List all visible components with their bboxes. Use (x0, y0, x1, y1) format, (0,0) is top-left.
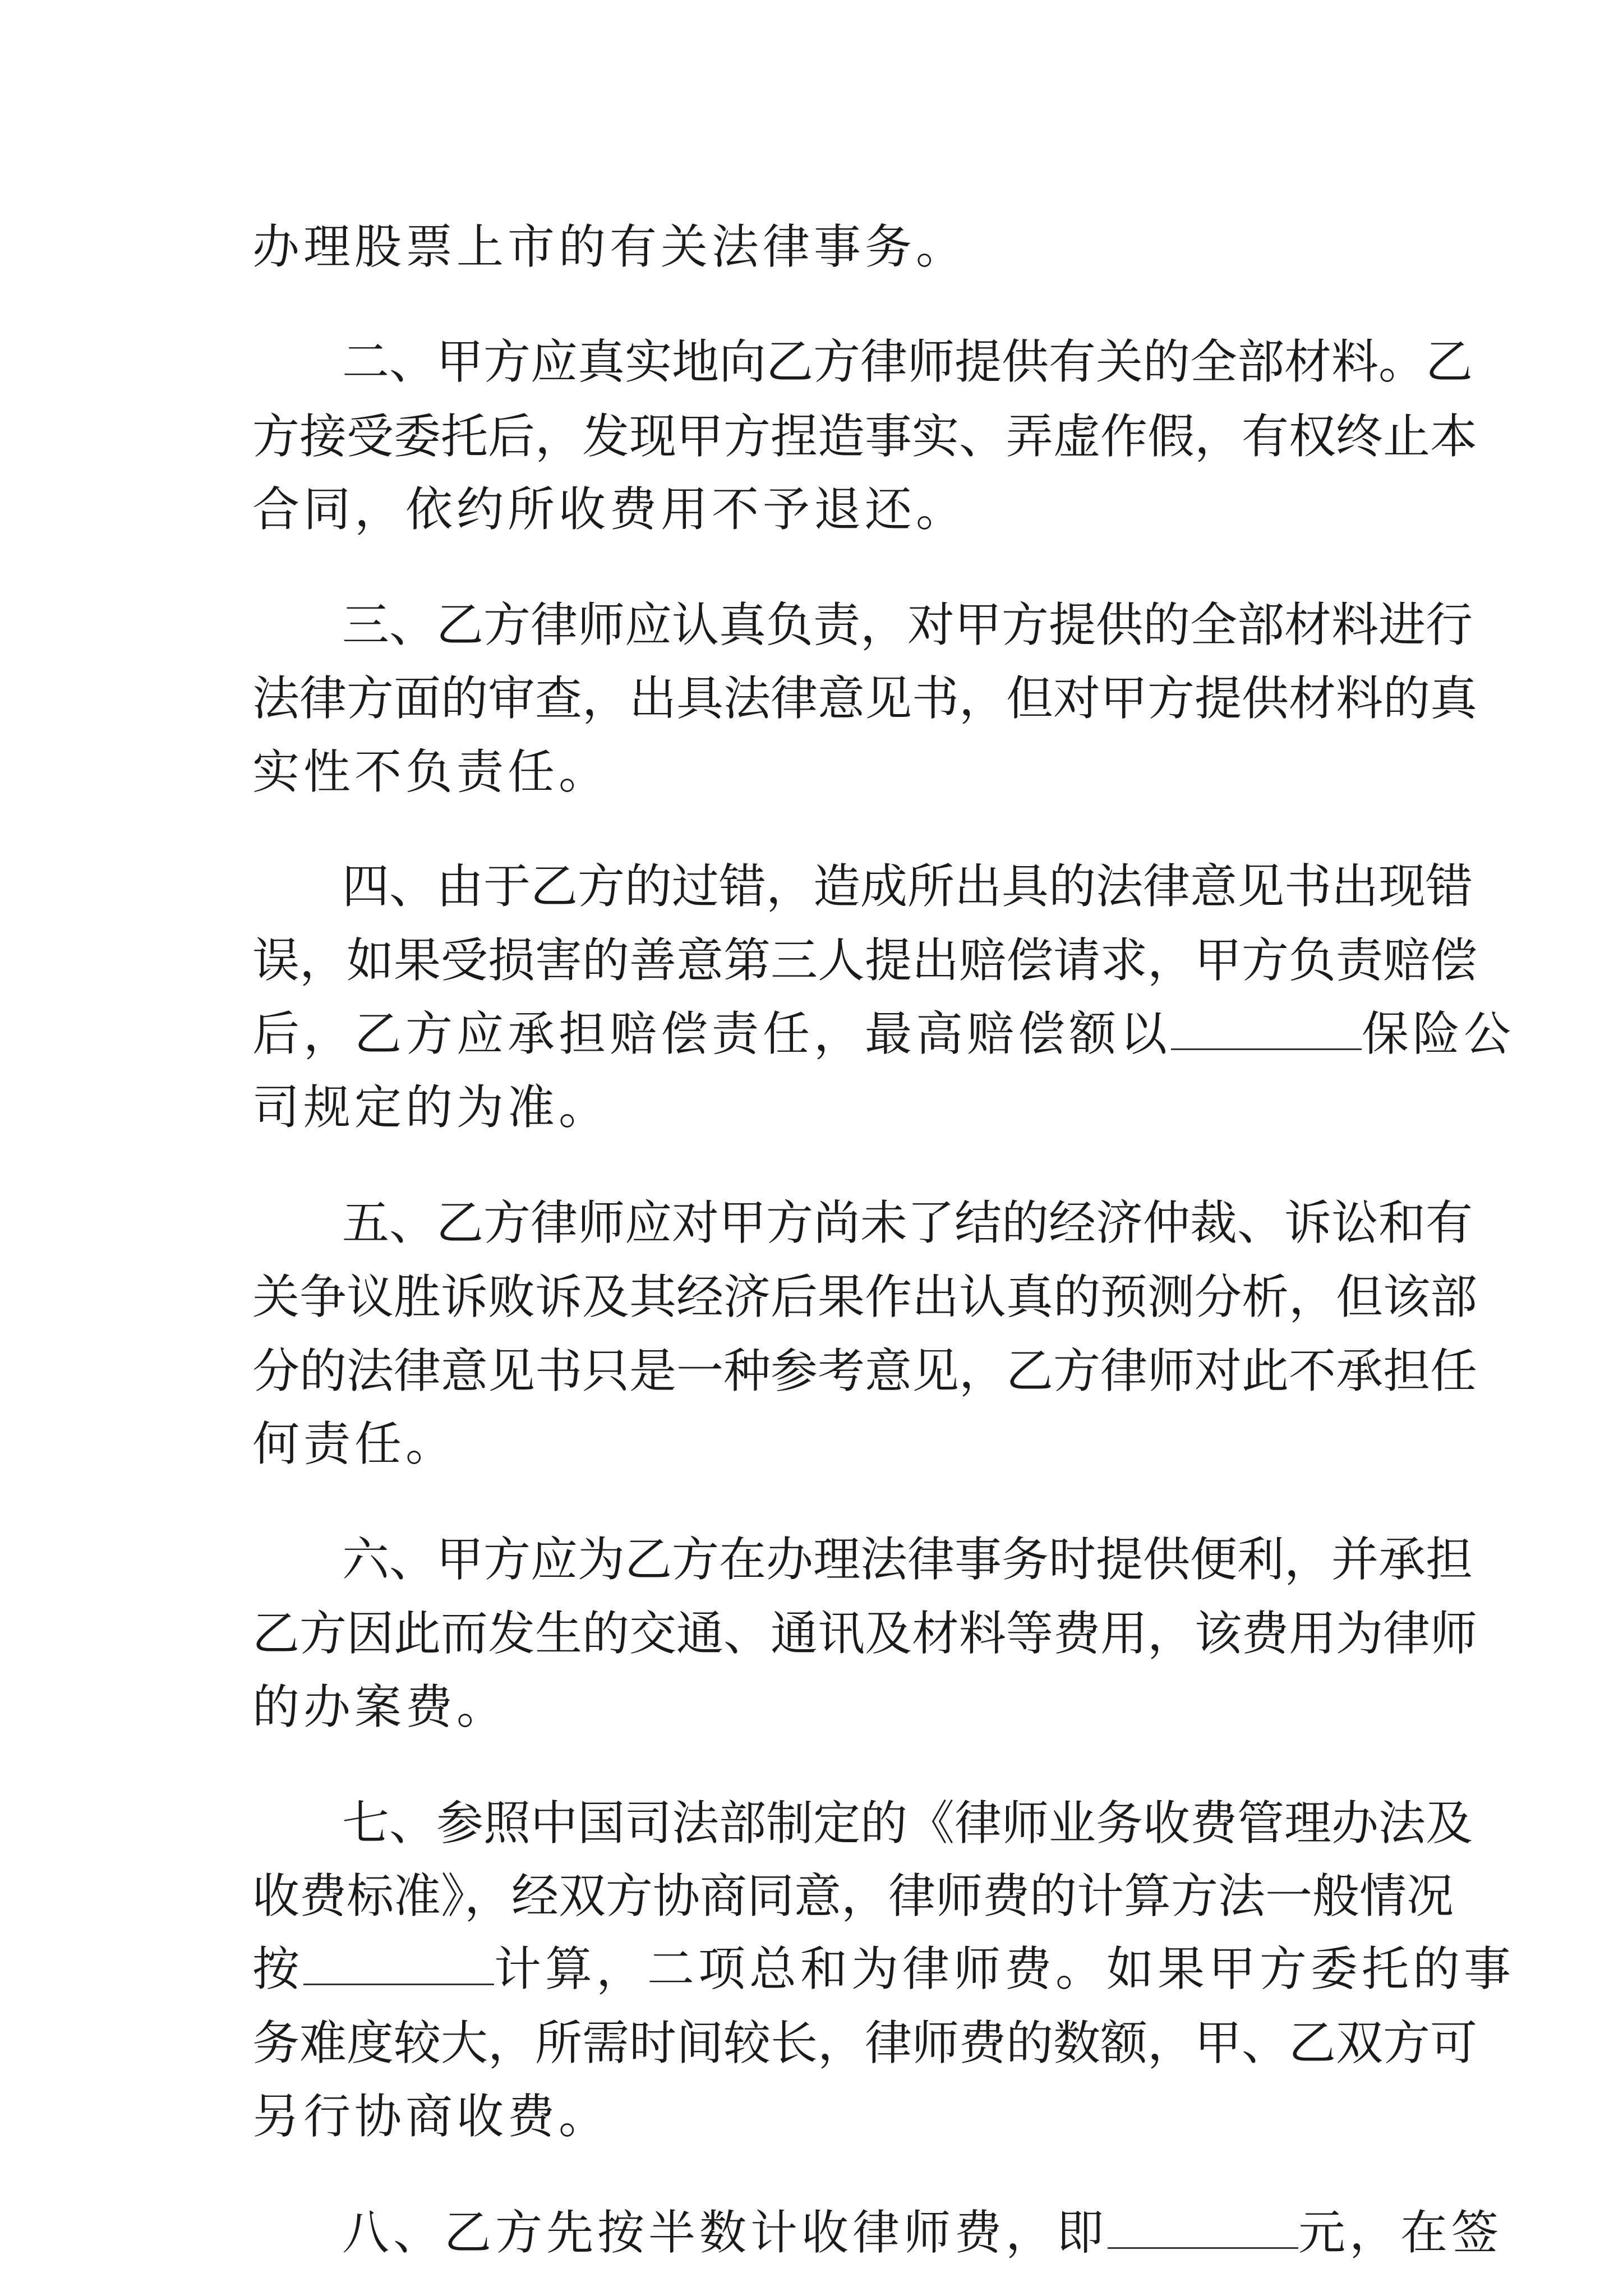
text-line: 的办案费。 (252, 1680, 508, 1734)
text-line: 司规定的为准。 (252, 1080, 610, 1135)
clause-2-line: 二、甲方应真实地向乙方律师提供有关的全部材料。乙 (342, 334, 1473, 389)
clause-4-line: 四、由于乙方的过错，造成所出具的法律意见书出现错 (342, 859, 1473, 914)
text-line: 办理股票上市的有关法律事务。 (252, 219, 967, 274)
text-segment: 按 (252, 1941, 304, 1996)
text-line: 务难度较大，所需时间较长，律师费的数额，甲、乙双方可 (252, 2016, 1478, 2070)
clause-7-line: 七、参照中国司法部制定的《律师业务收费管理办法及 (342, 1796, 1473, 1851)
clause-5-line: 五、乙方律师应对甲方尚未了结的经济仲裁、诉讼和有 (342, 1195, 1473, 1250)
clause-6-line: 六、甲方应为乙方在办理法律事务时提供便利，并承担 (342, 1532, 1473, 1587)
fill-in-blank[interactable] (1171, 1015, 1362, 1050)
fill-in-blank[interactable] (303, 1950, 494, 1985)
text-line: 法律方面的审查，出具法律意见书，但对甲方提供材料的真 (252, 671, 1478, 726)
text-line: 乙方因此而发生的交通、通讯及材料等费用，该费用为律师 (252, 1606, 1478, 1661)
text-line-with-blank (252, 1941, 1515, 1997)
text-line: 收费标准》，经双方协商同意，律师费的计算方法一般情况 (252, 1869, 1454, 1924)
text-line-with-blank (252, 1006, 1515, 1062)
fill-in-blank[interactable] (1108, 2214, 1298, 2249)
text-line: 合同，依约所收费用不予退还。 (252, 482, 967, 537)
text-segment: 元，在签 (1298, 2205, 1503, 2260)
text-segment: 保险公 (1362, 1006, 1515, 1061)
text-line: 何责任。 (252, 1416, 457, 1471)
text-segment: 八、乙方先按半数计收律师费，即 (342, 2205, 1108, 2260)
text-line: 误，如果受损害的善意第三人提出赔偿请求，甲方负责赔偿 (252, 933, 1478, 988)
text-line: 关争议胜诉败诉及其经济后果作出认真的预测分析，但该部 (252, 1269, 1478, 1324)
clause-8-line (342, 2205, 1502, 2261)
clause-3-line: 三、乙方律师应认真负责，对甲方提供的全部材料进行 (342, 597, 1473, 652)
text-segment: 计算，二项总和为律师费。如果甲方委托的事 (494, 1941, 1515, 1996)
text-segment: 后，乙方应承担赔偿责任，最高赔偿额以 (252, 1006, 1172, 1061)
text-line: 另行协商收费。 (252, 2089, 610, 2144)
text-line: 实性不负责任。 (252, 744, 610, 799)
text-line: 分的法律意见书只是一种参考意见，乙方律师对此不承担任 (252, 1343, 1478, 1398)
text-line: 方接受委托后，发现甲方捏造事实、弄虚作假，有权终止本 (252, 409, 1478, 464)
